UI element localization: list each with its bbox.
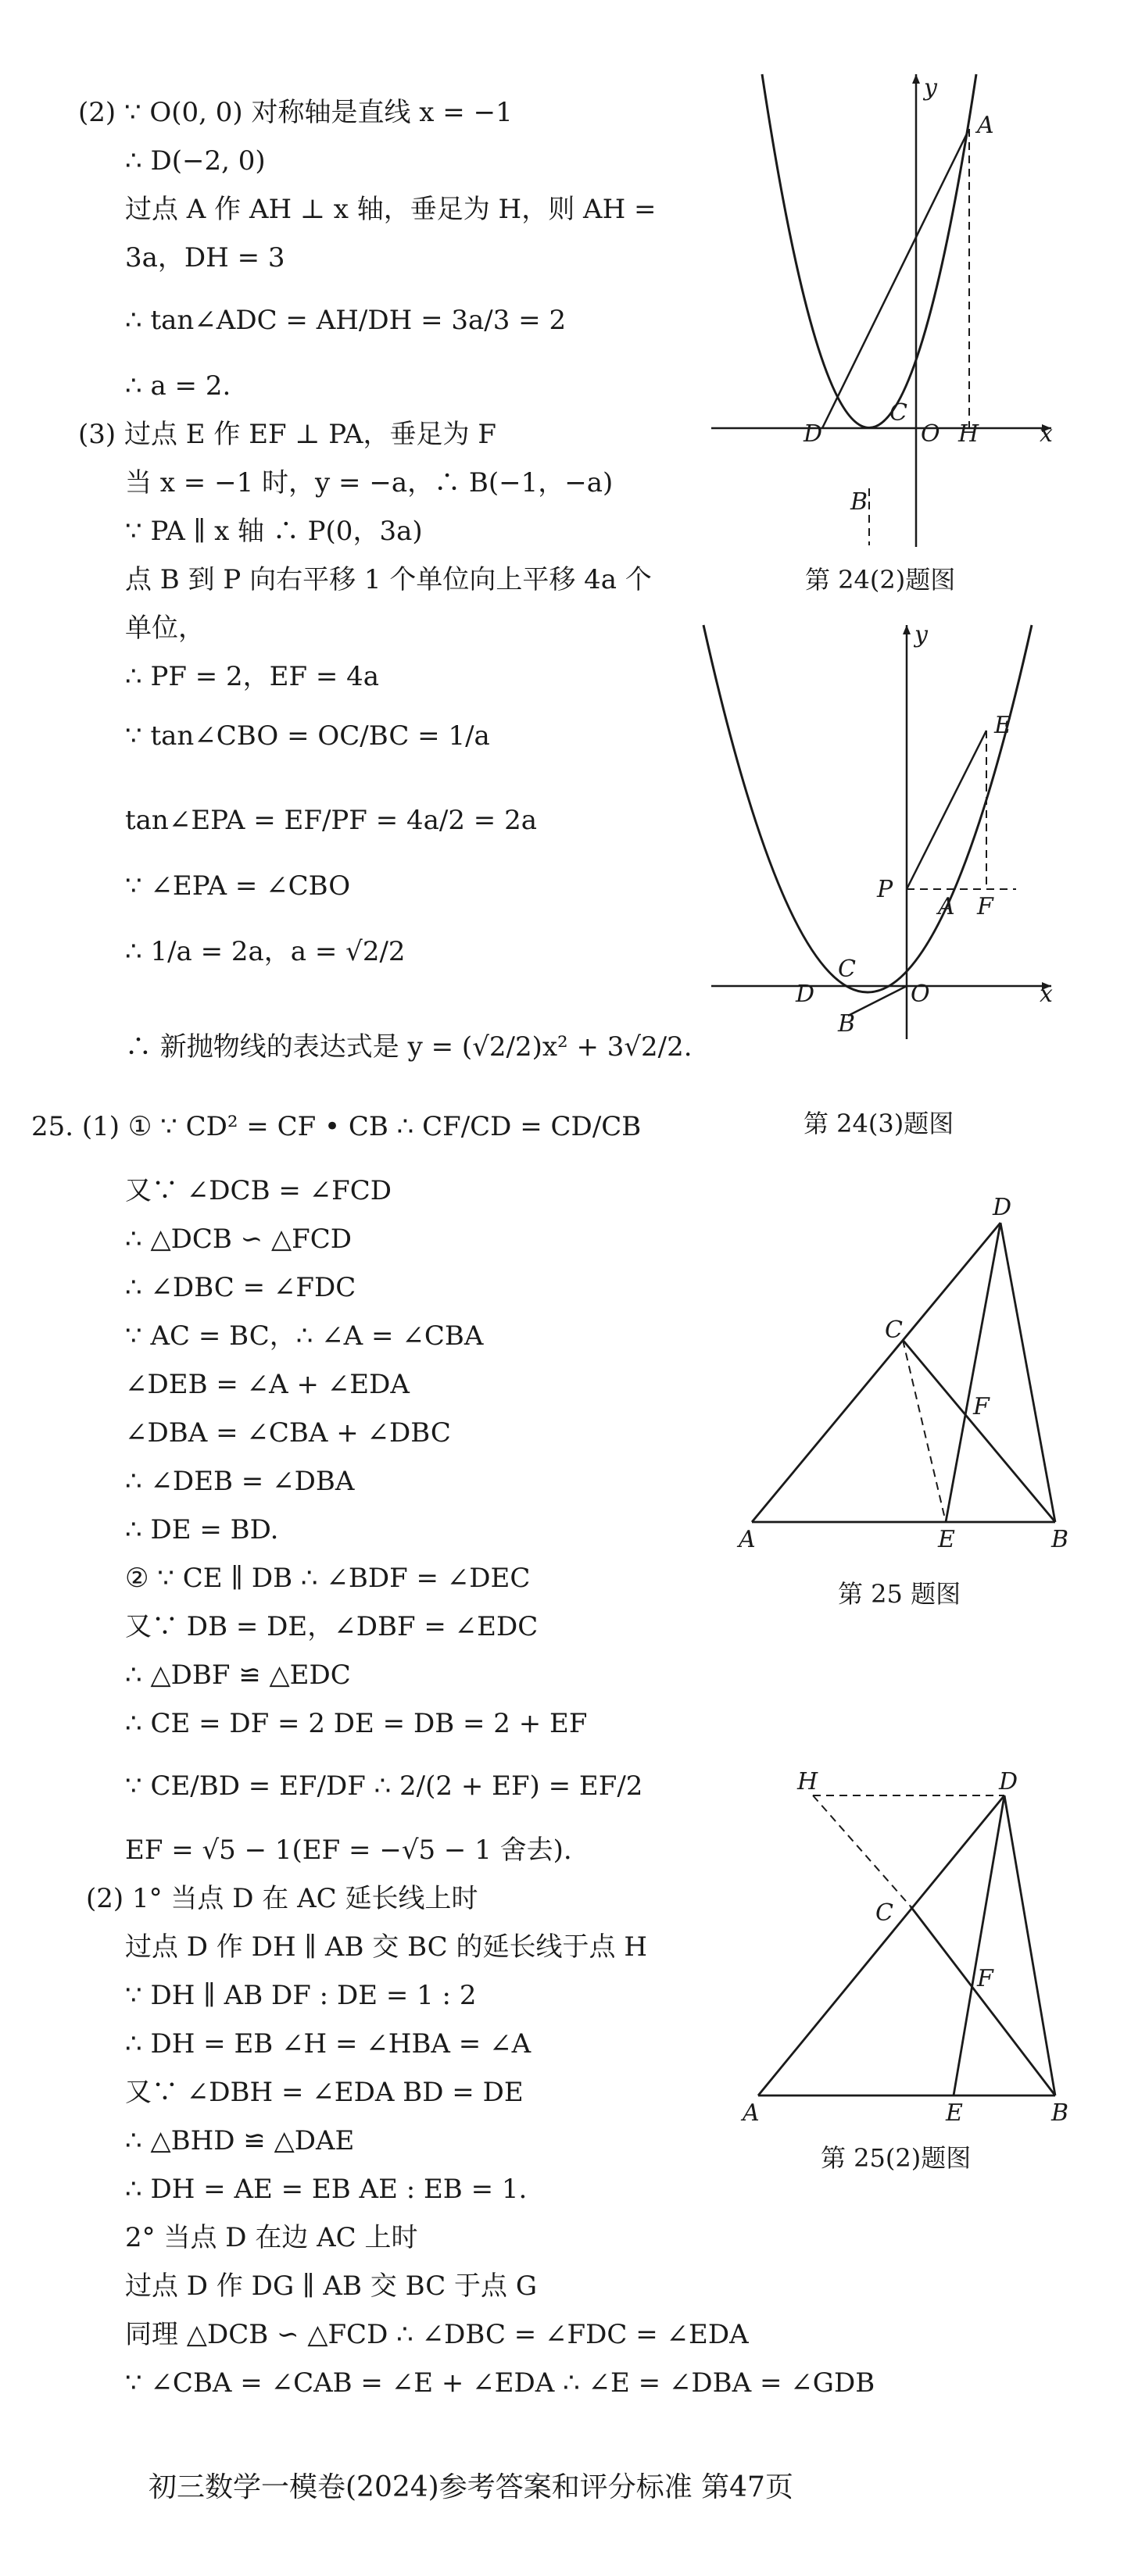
figure-caption: 第 25 题图 [838,1579,961,1609]
text-line: ∴ tan∠ADC = AH/DH = 3a/3 = 2 [125,305,567,336]
text-line: 25. (1) ① ∵ CD² = CF • CB ∴ CF/CD = CD/CB [31,1111,642,1142]
text-line: 过点 D 作 DG ∥ AB 交 BC 于点 G [125,2271,537,2302]
fig24-2-label: y [924,74,937,102]
text-line: 又∵ ∠DBH = ∠EDA BD = DE [125,2077,524,2108]
fig25-2-label: H [797,1768,818,1795]
figure-24-2 [688,63,1063,563]
fig24-2-label: x [1040,420,1053,448]
text-line: 过点 A 作 AH ⊥ x 轴，垂足为 H，则 AH = [125,194,657,225]
fig24-3-label: B [838,1010,856,1038]
figure-caption: 第 24(3)题图 [804,1109,954,1138]
fig24-2-label: H [958,420,979,448]
text-line: ∴ △DBF ≌ △EDC [125,1660,351,1691]
fig24-3-label: D [796,981,815,1008]
text-line: ∴ 1/a = 2a，a = √2/2 [125,936,406,967]
text-line: ∵ ∠CBA = ∠CAB = ∠E + ∠EDA ∴ ∠E = ∠DBA = ∠GDB [125,2367,875,2399]
fig25-label: F [973,1393,990,1420]
text-line: (3) 过点 E 作 EF ⊥ PA，垂足为 F [78,419,496,450]
fig24-3-label: C [838,956,856,983]
text-line: 同理 △DCB ∽ △FCD ∴ ∠DBC = ∠FDC = ∠EDA [125,2319,749,2350]
fig24-3-label: A [938,893,955,920]
text-line: ∴ DH = AE = EB AE : EB = 1. [125,2174,528,2205]
text-line: ∴ ∠DEB = ∠DBA [125,1466,355,1497]
text-line: 过点 D 作 DH ∥ AB 交 BC 的延长线于点 H [125,1931,647,1963]
text-line: ∠DEB = ∠A + ∠EDA [125,1369,410,1400]
fig24-2-label: O [921,420,940,448]
text-line: 3a，DH = 3 [125,242,285,273]
text-line: ② ∵ CE ∥ DB ∴ ∠BDF = ∠DEC [125,1563,531,1594]
fig25-2-label: D [999,1768,1018,1795]
text-line: 2° 当点 D 在边 AC 上时 [125,2222,418,2253]
fig25-2-label: A [743,2099,760,2127]
text-line: 当 x = −1 时，y = −a，∴ B(−1，−a) [125,467,614,498]
figure-caption: 第 25(2)题图 [821,2143,972,2173]
figure-24-3 [688,609,1063,1047]
text-line: ∵ AC = BC，∴ ∠A = ∠CBA [125,1320,484,1352]
text-line: ∴ DH = EB ∠H = ∠HBA = ∠A [125,2028,531,2060]
fig25-label: D [993,1194,1012,1221]
text-line: (2) ∵ O(0, 0) 对称轴是直线 x = −1 [78,97,513,128]
fig24-3-label: E [994,712,1011,739]
text-line: ∴ a = 2. [125,370,231,402]
fig24-2-label: A [977,112,994,139]
fig25-label: C [885,1317,903,1344]
text-line: 单位， [125,613,205,644]
fig24-3-label: F [977,893,993,920]
fig25-label: E [938,1526,955,1553]
figure-25 [727,1195,1071,1555]
figure-25-2 [727,1758,1071,2125]
fig25-2-label: F [977,1965,993,1992]
fig24-2-label: D [804,420,823,448]
text-line: ∵ ∠EPA = ∠CBO [125,870,351,902]
fig24-3-label: O [911,981,930,1008]
text-line: ∵ CE/BD = EF/DF ∴ 2/(2 + EF) = EF/2 [125,1770,643,1802]
text-line: ∴ PF = 2，EF = 4a [125,661,380,692]
text-line: ∴ ∠DBC = ∠FDC [125,1272,356,1303]
text-line: (2) 1° 当点 D 在 AC 延长线上时 [86,1883,478,1914]
fig25-2-label: C [875,1899,893,1927]
fig25-label: B [1051,1526,1069,1553]
text-line: ∴ CE = DF = 2 DE = DB = 2 + EF [125,1708,588,1739]
figure-caption: 第 24(2)题图 [805,565,956,595]
text-line: ∴ △DCB ∽ △FCD [125,1224,352,1255]
text-line: tan∠EPA = EF/PF = 4a/2 = 2a [125,805,537,836]
text-line: EF = √5 − 1(EF = −√5 − 1 舍去). [125,1835,572,1866]
text-line: 点 B 到 P 向右平移 1 个单位向上平移 4a 个 [125,564,652,595]
text-line: ∵ tan∠CBO = OC/BC = 1/a [125,720,490,752]
text-line: ∴ DE = BD. [125,1514,279,1545]
fig25-2-label: B [1051,2099,1069,2127]
text-line: 又∵ ∠DCB = ∠FCD [125,1175,392,1206]
fig24-3-label: y [914,621,928,648]
fig24-2-label: C [889,399,907,427]
text-line: ∠DBA = ∠CBA + ∠DBC [125,1417,451,1449]
text-line: ∴ 新抛物线的表达式是 y = (√2/2)x² + 3√2/2. [125,1031,693,1063]
fig24-2-label: B [850,488,868,516]
text-line: ∵ PA ∥ x 轴 ∴ P(0，3a) [125,516,423,547]
text-line: 又∵ DB = DE，∠DBF = ∠EDC [125,1611,539,1642]
fig24-3-label: P [877,876,893,903]
fig24-3-label: x [1040,981,1053,1008]
fig25-label: A [739,1526,756,1553]
text-line: ∵ DH ∥ AB DF : DE = 1 : 2 [125,1980,477,2011]
text-line: ∴ △BHD ≌ △DAE [125,2125,355,2156]
text-line: ∴ D(−2, 0) [125,145,266,177]
page-footer: 初三数学一模卷(2024)参考答案和评分标准 第47页 [149,2471,793,2503]
fig25-2-label: E [946,2099,963,2127]
